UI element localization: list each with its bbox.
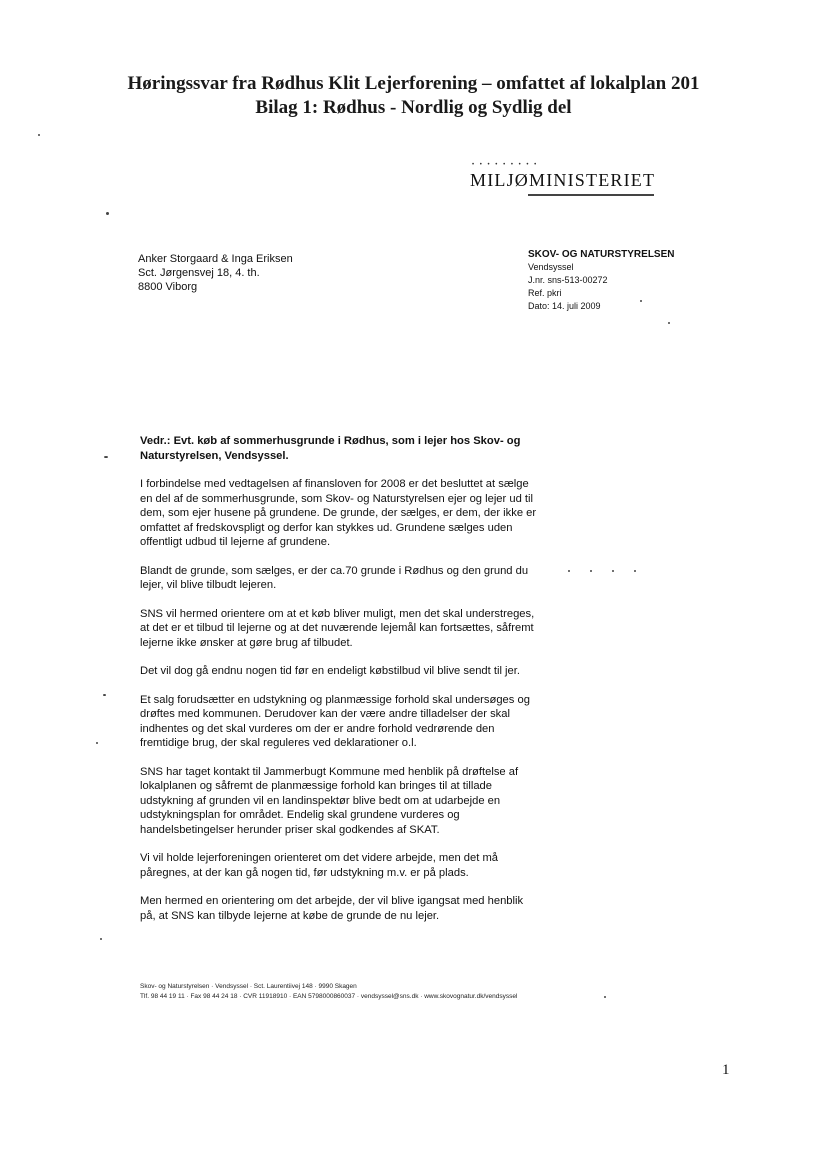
- letter-paragraph: Vi vil holde lejerforeningen orienteret om det videre arbejde, men det må påregnes, at der kan gå nogen tid, før udstykning m.v. er på plads.: [140, 852, 498, 879]
- letter-paragraph: I forbindelse med vedtagelsen af finansloven for 2008 er det besluttet at sælge en del af de sommerhusgrunde, som Skov- og Naturstyrelsen ejer og lejer ud til dem, som ejer husene på grundene. De grunde, der sælges, er dem, der ikke er omfattet af fredskovspligt og derfor kan stykkes ud. Grundene sælges uden offentligt udbud til lejerne af grundene.: [140, 478, 537, 548]
- logo-crown-dots: • • • • • • • • •: [472, 162, 539, 168]
- footer-address: Skov- og Naturstyrelsen · Vendsyssel · Sct. Laurentiivej 148 · 9990 Skagen: [140, 983, 357, 990]
- sender-org: SKOV- OG NATURSTYRELSEN: [528, 249, 675, 260]
- footer-contact: Tlf. 98 44 19 11 · Fax 98 44 24 18 · CVR 11918910 · EAN 5798000860037 · vendsyssel@sns.dk · www.skovognatur.dk/vendsyssel: [140, 993, 518, 1000]
- scan-speck: [634, 570, 636, 572]
- recipient-address: [138, 252, 293, 294]
- document-subtitle: Bilag 1: Rødhus - Nordlig og Sydlig del: [255, 97, 572, 118]
- recipient-street: Sct. Jørgensvej 18, 4. th.: [138, 267, 260, 279]
- letter-paragraph: SNS vil hermed orientere om at et køb bliver muligt, men det skal understreges, at det er et tilbud til lejerne og at det nuværende lejemål kan fortsættes, såfremt lejerne ikke ønsker at gøre brug af tilbudet.: [140, 607, 535, 649]
- recipient-city: 8800 Viborg: [138, 281, 198, 293]
- letter-body: [140, 434, 540, 937]
- letter-paragraph: Blandt de grunde, som sælges, er der ca.70 grunde i Rødhus og den grund du lejer, vil blive tilbudt lejeren.: [140, 564, 529, 591]
- letter-paragraph: SNS har taget kontakt til Jammerbugt Kommune med henblik på drøftelse af lokalplanen og såfremt de planmæssige forhold kan bringes til at tillade udstykning af grunden vil en landinspektør blive bedt om at udarbejde en udstykningsplan for området. Endelig skal grundene vurderes og handelsbetingelser herunder priser skal godkendes af SKAT.: [140, 765, 519, 836]
- letter-paragraph: Men hermed en orientering om det arbejde, der vil blive igangsat med henblik på, at SNS kan tilbyde lejerne at købe de grunde de nu lejer.: [140, 895, 524, 922]
- document-title: Høringssvar fra Rødhus Klit Lejerforening – omfattet af lokalplan 201: [127, 73, 700, 94]
- logo-text: MILJØMINISTERIET: [470, 170, 656, 190]
- scan-speck: [100, 938, 102, 940]
- logo-underline: [528, 194, 654, 196]
- letter-paragraph: Et salg forudsætter en udstykning og planmæssige forhold skal undersøges og drøftes med kommunen. Derudover kan der være andre tilladelser der skal indhentes og det skal vurderes om der er andre forhold vedrørende den fremtidige brug, der skal reguleres ved deklarationer o.l.: [140, 693, 530, 749]
- journal-number: J.nr. sns-513-00272: [528, 275, 608, 285]
- letter-paragraph: Det vil dog gå endnu nogen tid før en endeligt købstilbud vil blive sendt til jer.: [140, 665, 520, 677]
- page-number: 1: [722, 1062, 730, 1078]
- scan-speck: [590, 570, 592, 572]
- letter-subject: Vedr.: Evt. køb af sommerhusgrunde i Rødhus, som i lejer hos Skov- og Naturstyrelsen, Vendsyssel.: [140, 435, 521, 462]
- scan-speck: [568, 570, 570, 572]
- sender-unit: Vendsyssel: [528, 262, 574, 272]
- scan-speck: [612, 570, 614, 572]
- scan-speck: [38, 134, 40, 136]
- recipient-name: Anker Storgaard & Inga Eriksen: [138, 253, 293, 265]
- reference: Ref. pkri: [528, 288, 562, 298]
- scan-speck: [106, 212, 109, 215]
- scan-speck: [604, 996, 606, 998]
- scan-speck: [640, 300, 642, 302]
- scan-speck: [104, 456, 108, 458]
- letter-footer: [140, 982, 517, 1002]
- scan-speck: [96, 742, 98, 744]
- scan-speck: [668, 322, 670, 324]
- letter-date: Dato: 14. juli 2009: [528, 301, 601, 311]
- scan-speck: [103, 694, 106, 696]
- sender-block: [528, 248, 675, 313]
